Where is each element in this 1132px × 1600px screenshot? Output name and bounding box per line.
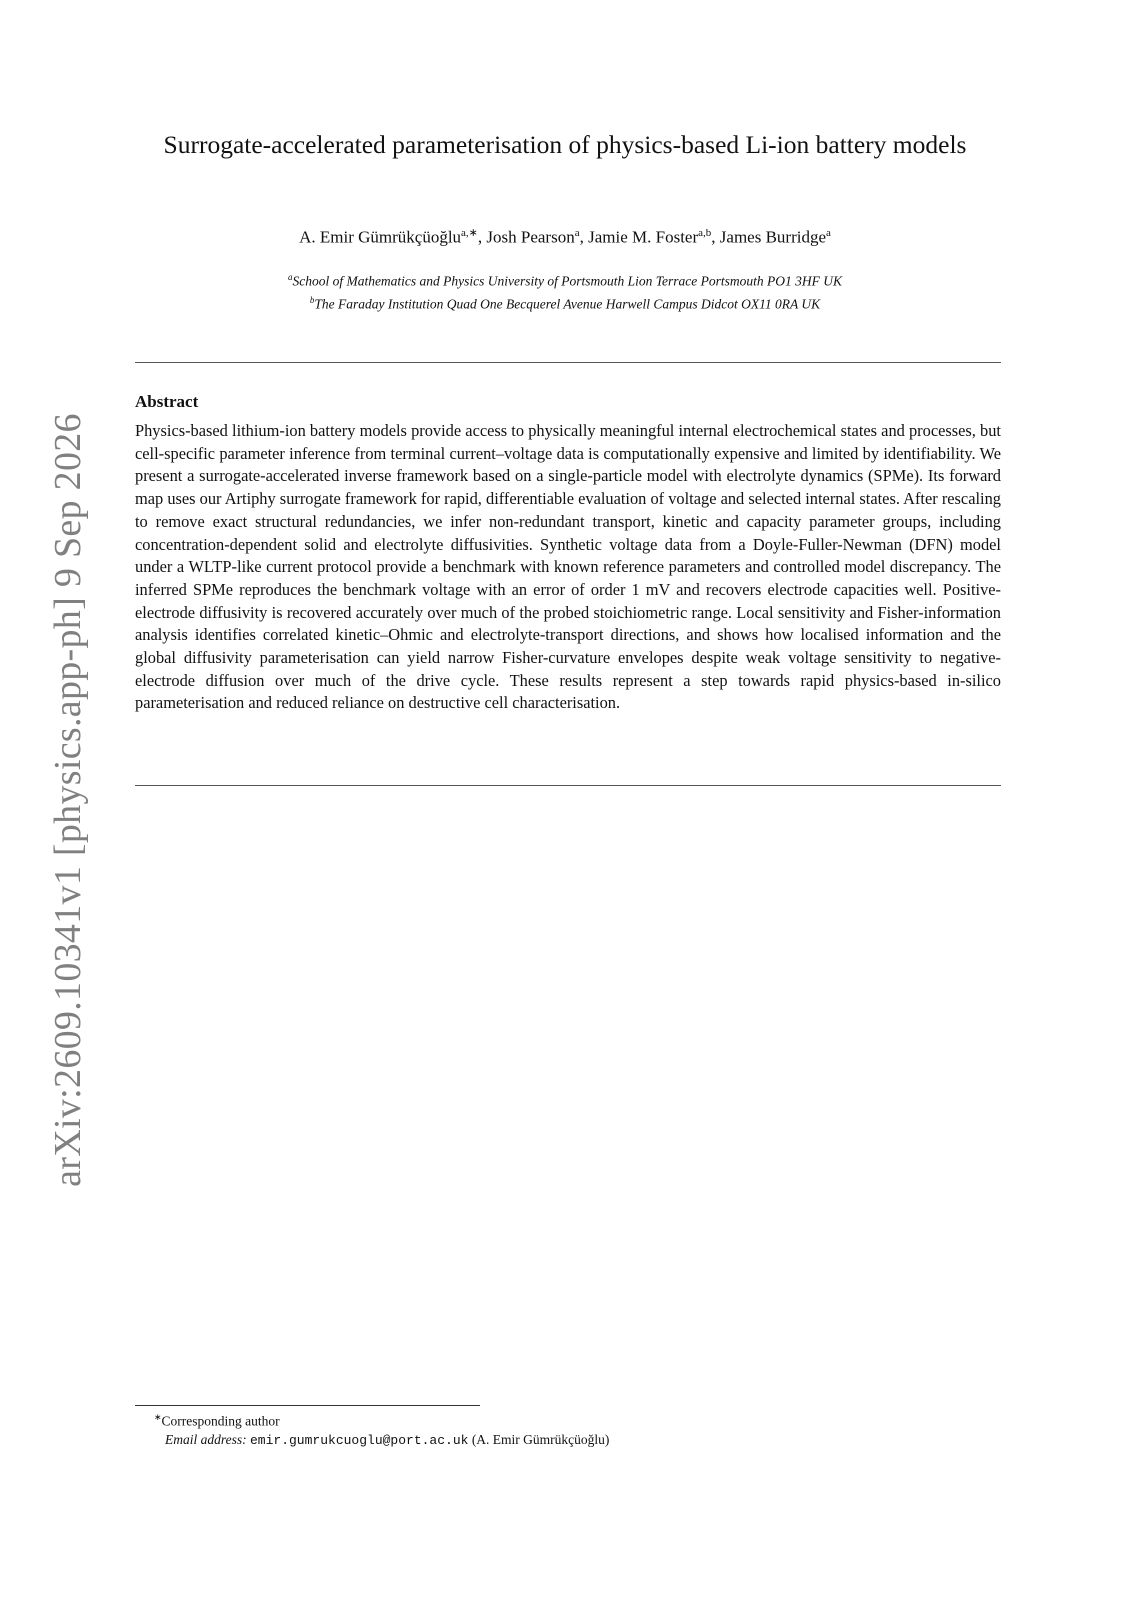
author-separator: , (477, 227, 487, 247)
arxiv-identifier-text: arXiv:2609.10341v1 [physics.app-ph] 9 Sep 2026 (47, 413, 89, 1187)
email-owner: (A. Emir Gümrükçüoğlu) (471, 1432, 610, 1447)
paper-title: Surrogate-accelerated parameterisation of physics-based Li-ion battery models (163, 130, 967, 159)
author-name: Jamie M. Foster (588, 227, 699, 247)
affiliations (135, 268, 995, 313)
affiliation-mark: a (287, 272, 293, 282)
footnote-rule (135, 1405, 480, 1406)
abstract-text: Physics-based lithium-ion battery models provide access to physically meaningful internal electrochemical states and processes, but cell-specific parameter inference from terminal current–voltage data is computationally expensive and limited by identifiability. We present a surrogate-accelerated inverse framework based on a single-particle model with electrolyte dynamics (SPMe). Its forward map uses our Artiphy surrogate framework for rapid, differentiable evaluation of voltage and selected internal states. After rescaling to remove exact structural redundancies, we infer non-redundant transport, kinetic and capacity parameter groups, including concentration-dependent solid and electrolyte diffusivities. Synthetic voltage data from a Doyle-Fuller-Newman (DFN) model under a WLTP-like current protocol provide a benchmark with known reference parameters and controlled model discrepancy. The inferred SPMe reproduces the benchmark voltage with an error of order 1 mV and recovers electrode capacities well. Positive-electrode diffusivity is recovered accurately over much of the probed stoichiometric range. Local sensitivity and Fisher-information analysis identifies correlated kinetic–Ohmic and electrolyte-transport directions, and shows how localised information and the global diffusivity parameterisation can yield narrow Fisher-curvature envelopes despite weak voltage sensitivity to negative-electrode diffusion over much of the drive cycle. These results represent a step towards rapid physics-based in-silico parameterisation and reduced reliance on destructive cell characterisation. (135, 421, 1001, 713)
footnote-email (165, 1432, 609, 1448)
author-affil-mark: a,∗ (461, 227, 478, 239)
author-name: Josh Pearson (486, 227, 575, 247)
footnote-text: Corresponding author (161, 1413, 280, 1429)
author-list (135, 226, 995, 248)
abstract-heading: Abstract (135, 392, 199, 411)
footnote-mark: ∗ (154, 1412, 162, 1422)
author-name: A. Emir Gümrükçüoğlu (299, 227, 462, 247)
author-affil-mark: a (826, 227, 831, 239)
email-link[interactable]: emir.gumrukcuoglu@port.ac.uk (250, 1433, 469, 1448)
affiliation-mark: b (309, 294, 315, 305)
author-affil-mark: a,b (698, 227, 712, 239)
abstract-bottom-rule (135, 785, 1001, 786)
affiliation-b (135, 291, 995, 314)
footnote-corresponding (154, 1412, 280, 1430)
author-separator: , (579, 227, 589, 247)
author-separator: , (711, 227, 720, 247)
author-name: James Burridge (719, 227, 827, 247)
affiliation-a (135, 268, 995, 291)
arxiv-identifier (43, 410, 93, 1190)
affiliation-text: School of Mathematics and Physics University of Portsmouth Lion Terrace Portsmouth PO1 3HF UK (292, 273, 843, 289)
affiliation-text: The Faraday Institution Quad One Becquerel Avenue Harwell Campus Didcot OX11 0RA UK (314, 296, 821, 311)
author-affil-mark: a (574, 227, 580, 239)
email-label: Email address: (165, 1432, 247, 1447)
abstract-top-rule (135, 362, 1001, 363)
